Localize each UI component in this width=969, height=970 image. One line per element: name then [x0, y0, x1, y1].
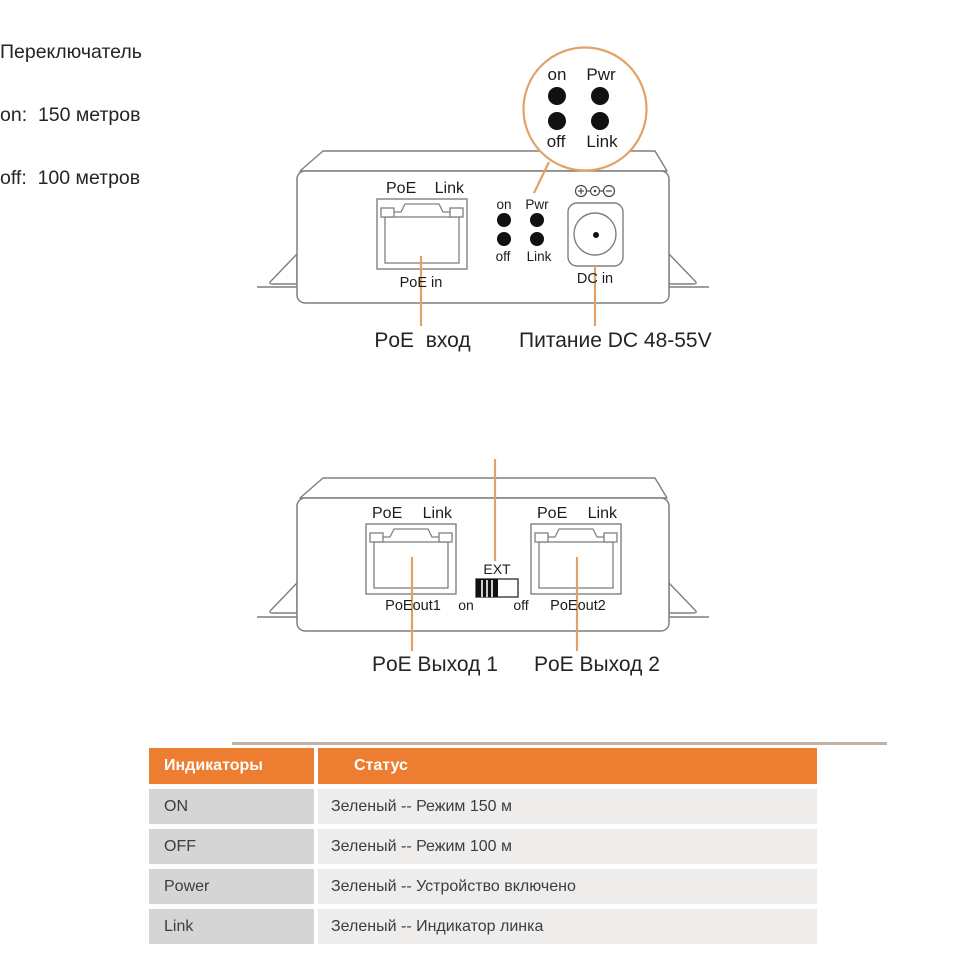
- dc-in-jack: [568, 203, 623, 266]
- switch-note-title: Переключатель: [0, 41, 142, 63]
- ext-switch: [476, 579, 518, 597]
- table-header-status: Статус: [318, 748, 817, 784]
- callout-on-dot: [548, 87, 566, 105]
- led-pwr-dot: [530, 213, 544, 227]
- callout-pwr-dot: [591, 87, 609, 105]
- poe-out1-caption: PoEout1: [385, 598, 441, 614]
- label-poe-output1: PoE Выход 1: [372, 653, 498, 676]
- label-poe-output2: PoE Выход 2: [534, 653, 660, 676]
- callout-circle: [524, 48, 647, 171]
- table-row-off: [149, 829, 817, 864]
- indicator-status: Зеленый -- Индикатор линка: [318, 909, 817, 944]
- switch-note-off: off: 100 метров: [0, 167, 141, 189]
- mount-ear-left-2: [257, 583, 297, 617]
- indicator-table: [149, 748, 817, 949]
- indicator-name: ON: [149, 789, 314, 824]
- out2-poe-label: PoE: [537, 505, 568, 522]
- led-on-label: on: [496, 197, 512, 212]
- label-poe-input: PoE вход: [374, 329, 471, 352]
- indicator-status: Зеленый -- Режим 150 м: [318, 789, 817, 824]
- switch-note-on: on: 150 метров: [0, 104, 141, 126]
- poe-in-caption: PoE in: [399, 275, 443, 291]
- table-header-indicators: Индикаторы: [149, 748, 314, 784]
- ext-off-label: off: [513, 597, 529, 613]
- indicator-status: Зеленый -- Режим 100 м: [318, 829, 817, 864]
- table-row-link: [149, 909, 817, 944]
- dc-in-caption: DC in: [576, 271, 614, 287]
- table-row-power: [149, 869, 817, 904]
- callout-on-label: on: [547, 65, 567, 84]
- out2-link-label: Link: [587, 505, 617, 522]
- table-row-on: [149, 789, 817, 824]
- table-top-rule: [232, 742, 887, 745]
- top-device: [257, 151, 709, 303]
- callout-pwr-label: Pwr: [586, 65, 616, 84]
- led-on-dot: [497, 213, 511, 227]
- mount-ear-right: [669, 254, 709, 287]
- out1-link-label: Link: [422, 505, 452, 522]
- led-zoom-callout: [524, 48, 647, 171]
- led-off-dot: [497, 232, 511, 246]
- ext-on-label: on: [458, 597, 474, 613]
- bottom-device: [257, 478, 709, 631]
- label-power-dc: Питание DC 48-55V: [519, 329, 712, 352]
- poe-out2-caption: PoEout2: [550, 598, 606, 614]
- poe-in-port-poe-label: PoE: [386, 180, 417, 197]
- mount-ear-left: [257, 254, 297, 287]
- device2-top-face: [300, 478, 667, 498]
- indicator-name: Link: [149, 909, 314, 944]
- indicator-name: OFF: [149, 829, 314, 864]
- ext-label: EXT: [483, 561, 511, 577]
- led-pwr-label: Pwr: [525, 197, 549, 212]
- poe-in-port-link-label: Link: [434, 180, 464, 197]
- callout-off-label: off: [546, 132, 566, 151]
- mount-ear-right-2: [669, 583, 709, 617]
- callout-link-label: Link: [586, 132, 618, 151]
- led-link-label: Link: [526, 249, 552, 264]
- indicator-status: Зеленый -- Устройство включено: [318, 869, 817, 904]
- callout-off-dot: [548, 112, 566, 130]
- callout-link-dot: [591, 112, 609, 130]
- indicator-name: Power: [149, 869, 314, 904]
- out1-poe-label: PoE: [372, 505, 403, 522]
- led-link-dot: [530, 232, 544, 246]
- table-header-row: [149, 748, 817, 784]
- led-off-label: off: [495, 249, 511, 264]
